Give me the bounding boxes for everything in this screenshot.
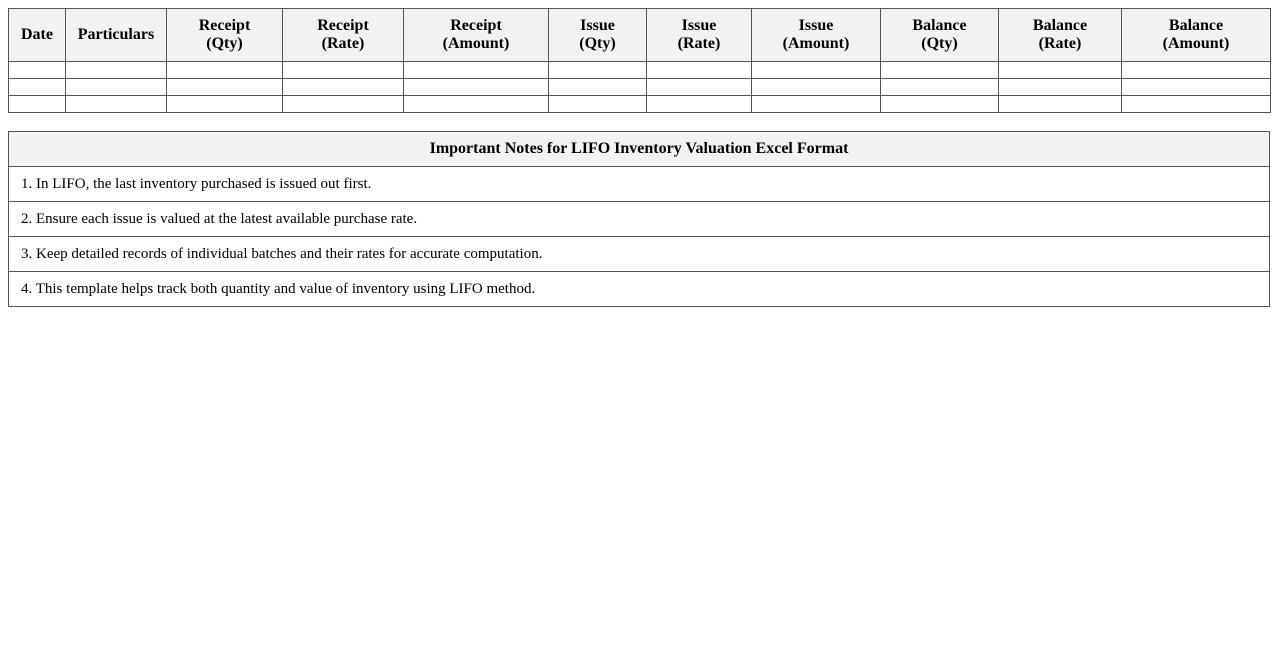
- table-cell[interactable]: [549, 62, 647, 79]
- table-cell[interactable]: [167, 79, 283, 96]
- table-cell[interactable]: [283, 79, 404, 96]
- table-cell[interactable]: [647, 79, 752, 96]
- table-cell[interactable]: [1122, 79, 1271, 96]
- table-cell[interactable]: [1122, 96, 1271, 113]
- table-cell[interactable]: [283, 96, 404, 113]
- table-cell[interactable]: [999, 62, 1122, 79]
- table-cell[interactable]: [167, 96, 283, 113]
- table-cell[interactable]: [9, 96, 66, 113]
- table-cell[interactable]: [9, 79, 66, 96]
- table-row: [9, 79, 1271, 96]
- header-balance-qty: Balance (Qty): [881, 9, 999, 62]
- table-cell[interactable]: [66, 79, 167, 96]
- header-particulars: Particulars: [66, 9, 167, 62]
- table-cell[interactable]: [167, 62, 283, 79]
- table-cell[interactable]: [881, 79, 999, 96]
- notes-header-row: [9, 132, 1270, 167]
- header-issue-amount: Issue (Amount): [752, 9, 881, 62]
- note-row: [9, 272, 1270, 307]
- table-cell[interactable]: [549, 79, 647, 96]
- table-cell[interactable]: [647, 96, 752, 113]
- table-cell[interactable]: [752, 96, 881, 113]
- table-cell[interactable]: [404, 96, 549, 113]
- table-cell[interactable]: [881, 62, 999, 79]
- table-cell[interactable]: [9, 62, 66, 79]
- table-cell[interactable]: [647, 62, 752, 79]
- table-cell[interactable]: [1122, 62, 1271, 79]
- note-item: 4. This template helps track both quantity and value of inventory using LIFO method.: [9, 272, 1270, 307]
- table-cell[interactable]: [999, 96, 1122, 113]
- note-row: [9, 237, 1270, 272]
- note-row: [9, 202, 1270, 237]
- table-cell[interactable]: [999, 79, 1122, 96]
- header-issue-rate: Issue (Rate): [647, 9, 752, 62]
- table-cell[interactable]: [881, 96, 999, 113]
- ledger-header-row: [9, 9, 1271, 62]
- note-row: [9, 167, 1270, 202]
- table-cell[interactable]: [66, 96, 167, 113]
- table-row: [9, 96, 1271, 113]
- notes-table: [8, 131, 1270, 307]
- table-cell[interactable]: [66, 62, 167, 79]
- note-item: 1. In LIFO, the last inventory purchased is issued out first.: [9, 167, 1270, 202]
- header-date: Date: [9, 9, 66, 62]
- header-issue-qty: Issue (Qty): [549, 9, 647, 62]
- table-cell[interactable]: [752, 62, 881, 79]
- header-receipt-rate: Receipt (Rate): [283, 9, 404, 62]
- note-item: 3. Keep detailed records of individual batches and their rates for accurate computation.: [9, 237, 1270, 272]
- table-cell[interactable]: [283, 62, 404, 79]
- table-row: [9, 62, 1271, 79]
- note-item: 2. Ensure each issue is valued at the latest available purchase rate.: [9, 202, 1270, 237]
- header-receipt-qty: Receipt (Qty): [167, 9, 283, 62]
- header-receipt-amount: Receipt (Amount): [404, 9, 549, 62]
- notes-title: Important Notes for LIFO Inventory Valuation Excel Format: [9, 132, 1270, 167]
- table-cell[interactable]: [752, 79, 881, 96]
- lifo-ledger-table: [8, 8, 1271, 113]
- table-cell[interactable]: [549, 96, 647, 113]
- header-balance-amount: Balance (Amount): [1122, 9, 1271, 62]
- table-cell[interactable]: [404, 62, 549, 79]
- header-balance-rate: Balance (Rate): [999, 9, 1122, 62]
- table-cell[interactable]: [404, 79, 549, 96]
